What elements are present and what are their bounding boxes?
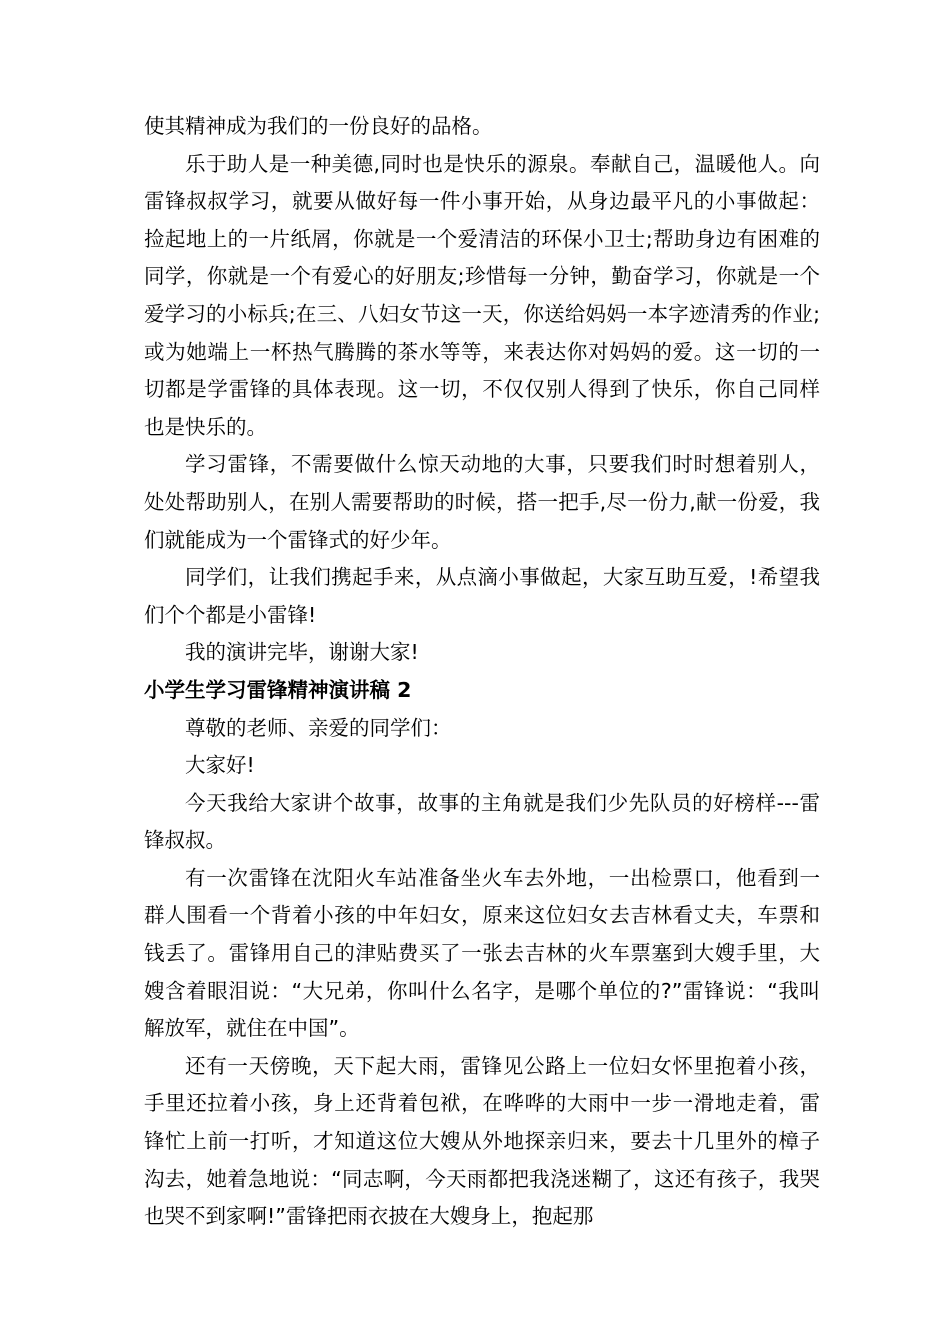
paragraph: 尊敬的老师、亲爱的同学们：: [185, 715, 452, 740]
document-page: [144, 108, 820, 1236]
paragraph: 还有一天傍晚，天下起大雨，雷锋见公路上一位妇女怀里抱着小孩，手里还拉着小孩，身上还背着包袱，在哗哗的大雨中一步一滑地走着，雷锋忙上前一打听，才知道这位大嫂从外地探亲归来，要去十几里外的樟子沟去，她着急地说：“同志啊，今天雨都把我浇迷糊了，这还有孩子，我哭也哭不到家啊!”雷锋把雨衣披在大嫂身上，抱起那: [144, 1053, 820, 1229]
paragraph: 大家好!: [185, 753, 255, 778]
paragraph: 同学们，让我们携起手来，从点滴小事做起，大家互助互爱，!希望我们个个都是小雷锋!: [144, 565, 820, 627]
paragraph: 我的演讲完毕，谢谢大家!: [185, 640, 419, 665]
section-heading: 小学生学习雷锋精神演讲稿 2: [144, 677, 412, 702]
paragraph: 使其精神成为我们的一份良好的品格。: [144, 114, 493, 138]
paragraph: 有一次雷锋在沈阳火车站准备坐火车去外地，一出检票口，他看到一群人围看一个背着小孩的中年妇女，原来这位妇女去吉林看丈夫，车票和钱丢了。雷锋用自己的津贴费买了一张去吉林的火车票塞到大嫂手里，大嫂含着眼泪说：“大兄弟，你叫什么名字，是哪个单位的?”雷锋说：“我叫解放军，就住在中国”。: [144, 865, 820, 1041]
paragraph: 今天我给大家讲个故事，故事的主角就是我们少先队员的好榜样---雷锋叔叔。: [144, 790, 820, 853]
paragraph: 乐于助人是一种美德,同时也是快乐的源泉。奉献自己，温暖他人。向雷锋叔叔学习，就要从做好每一件小事开始，从身边最平凡的小事做起：捡起地上的一片纸屑，你就是一个爱清洁的环保小卫士;帮助身边有困难的同学，你就是一个有爱心的好朋友;珍惜每一分钟，勤奋学习，你就是一个爱学习的小标兵;在三、八妇女节这一天，你送给妈妈一本字迹清秀的作业;或为她端上一杯热气腾腾的茶水等等，来表达你对妈妈的爱。这一切的一切都是学雷锋的具体表现。这一切，不仅仅别人得到了快乐，你自己同样也是快乐的。: [144, 151, 820, 439]
paragraph: 学习雷锋，不需要做什么惊天动地的大事，只要我们时时想着别人，处处帮助别人，在别人需要帮助的时候，搭一把手,尽一份力,献一份爱，我们就能成为一个雷锋式的好少年。: [144, 452, 820, 552]
